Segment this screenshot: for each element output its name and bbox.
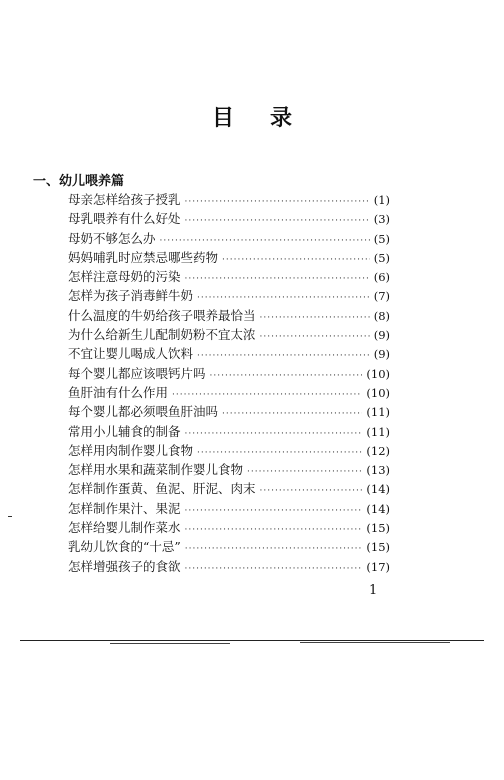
toc-entry <box>68 518 390 537</box>
toc-entry-page: (10) <box>366 366 390 381</box>
toc-entry <box>68 209 390 228</box>
toc-entry-title: 鱼肝油有什么作用 <box>68 384 169 400</box>
toc-entry-title: 怎样增强孩子的食欲 <box>68 558 181 574</box>
margin-mark <box>8 516 12 517</box>
toc-entry-title: 为什么给新生儿配制奶粉不宜太浓 <box>68 327 256 343</box>
toc-entry-page: (7) <box>373 289 390 304</box>
toc-entry-page: (1) <box>373 193 390 207</box>
toc-leader-dots <box>185 274 370 284</box>
toc-leader-dots <box>185 544 363 554</box>
toc-entry <box>68 557 390 576</box>
toc-entry-title: 母亲怎样给孩子授乳 <box>68 192 181 207</box>
toc-entry-title: 母奶不够怎么办 <box>68 230 156 246</box>
toc-leader-dots <box>185 525 363 535</box>
toc-entry-title: 怎样注意母奶的污染 <box>68 269 181 285</box>
bottom-rule-secondary <box>110 643 230 644</box>
toc-entry <box>68 306 390 325</box>
toc-entry-title: 怎样给婴儿制作菜水 <box>68 520 181 536</box>
toc-entry-page: (15) <box>366 540 390 555</box>
toc-leader-dots <box>210 371 363 381</box>
title-char-1: 目 <box>211 106 234 131</box>
toc-entry <box>68 422 390 441</box>
toc-entry <box>68 479 390 498</box>
toc-entry-page: (15) <box>366 521 390 536</box>
toc-entry-title: 怎样制作果汁、果泥 <box>68 500 181 516</box>
toc-entry <box>68 537 390 556</box>
toc-leader-dots <box>185 564 363 574</box>
toc-leader-dots <box>160 236 370 246</box>
toc-entry-title: 不宜让婴儿喝成人饮料 <box>68 346 194 362</box>
title-char-2: 录 <box>270 106 293 131</box>
section-heading: 一、幼儿喂养篇 <box>33 174 125 189</box>
toc-entry <box>68 402 390 421</box>
toc-entry-title: 每个婴儿都必须喂鱼肝油吗 <box>68 404 219 420</box>
toc-entry-title: 妈妈哺乳时应禁忌哪些药物 <box>68 249 219 265</box>
bottom-rule-tertiary <box>300 642 450 643</box>
toc-entry-page: (3) <box>373 212 390 227</box>
toc-list <box>68 190 390 576</box>
toc-entry <box>68 248 390 267</box>
toc-leader-dots <box>185 429 363 439</box>
toc-leader-dots <box>197 293 370 303</box>
toc-entry-title: 什么温度的牛奶给孩子喂养最恰当 <box>68 307 256 323</box>
toc-entry-page: (17) <box>366 559 390 574</box>
bottom-rule <box>20 640 484 641</box>
toc-entry-page: (9) <box>373 328 390 343</box>
toc-entry-page: (5) <box>373 231 390 246</box>
toc-entry-page: (13) <box>366 463 390 478</box>
toc-entry-page: (11) <box>366 424 390 439</box>
toc-entry-page: (14) <box>366 501 390 516</box>
toc-entry <box>68 267 390 286</box>
toc-entry-title: 怎样为孩子消毒鲜牛奶 <box>68 288 194 304</box>
toc-entry <box>68 325 390 344</box>
toc-entry-title: 每个婴儿都应该喂钙片吗 <box>68 365 206 381</box>
toc-entry-page: (6) <box>373 270 390 285</box>
toc-leader-dots <box>172 390 362 400</box>
toc-leader-dots <box>185 197 370 207</box>
toc-leader-dots <box>222 255 370 265</box>
toc-leader-dots <box>247 467 362 477</box>
toc-entry-title: 怎样用肉制作婴儿食物 <box>68 442 194 458</box>
toc-leader-dots <box>197 448 362 458</box>
toc-entry-page: (8) <box>373 308 390 323</box>
toc-leader-dots <box>222 409 362 419</box>
toc-leader-dots <box>260 313 370 323</box>
toc-entry-page: (9) <box>373 347 390 362</box>
toc-leader-dots <box>197 351 370 361</box>
toc-entry <box>68 286 390 305</box>
toc-entry <box>68 383 390 402</box>
toc-leader-dots <box>185 506 363 516</box>
toc-entry <box>68 441 390 460</box>
toc-leader-dots <box>260 332 370 342</box>
toc-entry <box>68 499 390 518</box>
toc-entry-page: (12) <box>366 443 390 458</box>
toc-entry <box>68 190 390 209</box>
toc-entry-title: 怎样制作蛋黄、鱼泥、肝泥、肉末 <box>68 481 256 497</box>
toc-entry-title: 母乳喂养有什么好处 <box>68 211 181 227</box>
toc-entry <box>68 229 390 248</box>
toc-entry-page: (5) <box>373 250 390 265</box>
toc-entry <box>68 460 390 479</box>
toc-leader-dots <box>260 486 363 496</box>
toc-entry-title: 常用小儿辅食的制备 <box>68 423 181 439</box>
toc-entry <box>68 344 390 363</box>
toc-entry-page: (11) <box>366 405 390 420</box>
toc-entry-title: 乳幼儿饮食的“十忌” <box>68 539 181 555</box>
toc-entry-page: (14) <box>366 482 390 497</box>
toc-leader-dots <box>185 216 370 226</box>
toc-entry-title: 怎样用水果和蔬菜制作婴儿食物 <box>68 462 244 478</box>
page-title <box>0 101 504 132</box>
toc-entry <box>68 364 390 383</box>
toc-entry-page: (10) <box>366 385 390 400</box>
page-number: 1 <box>369 583 378 598</box>
